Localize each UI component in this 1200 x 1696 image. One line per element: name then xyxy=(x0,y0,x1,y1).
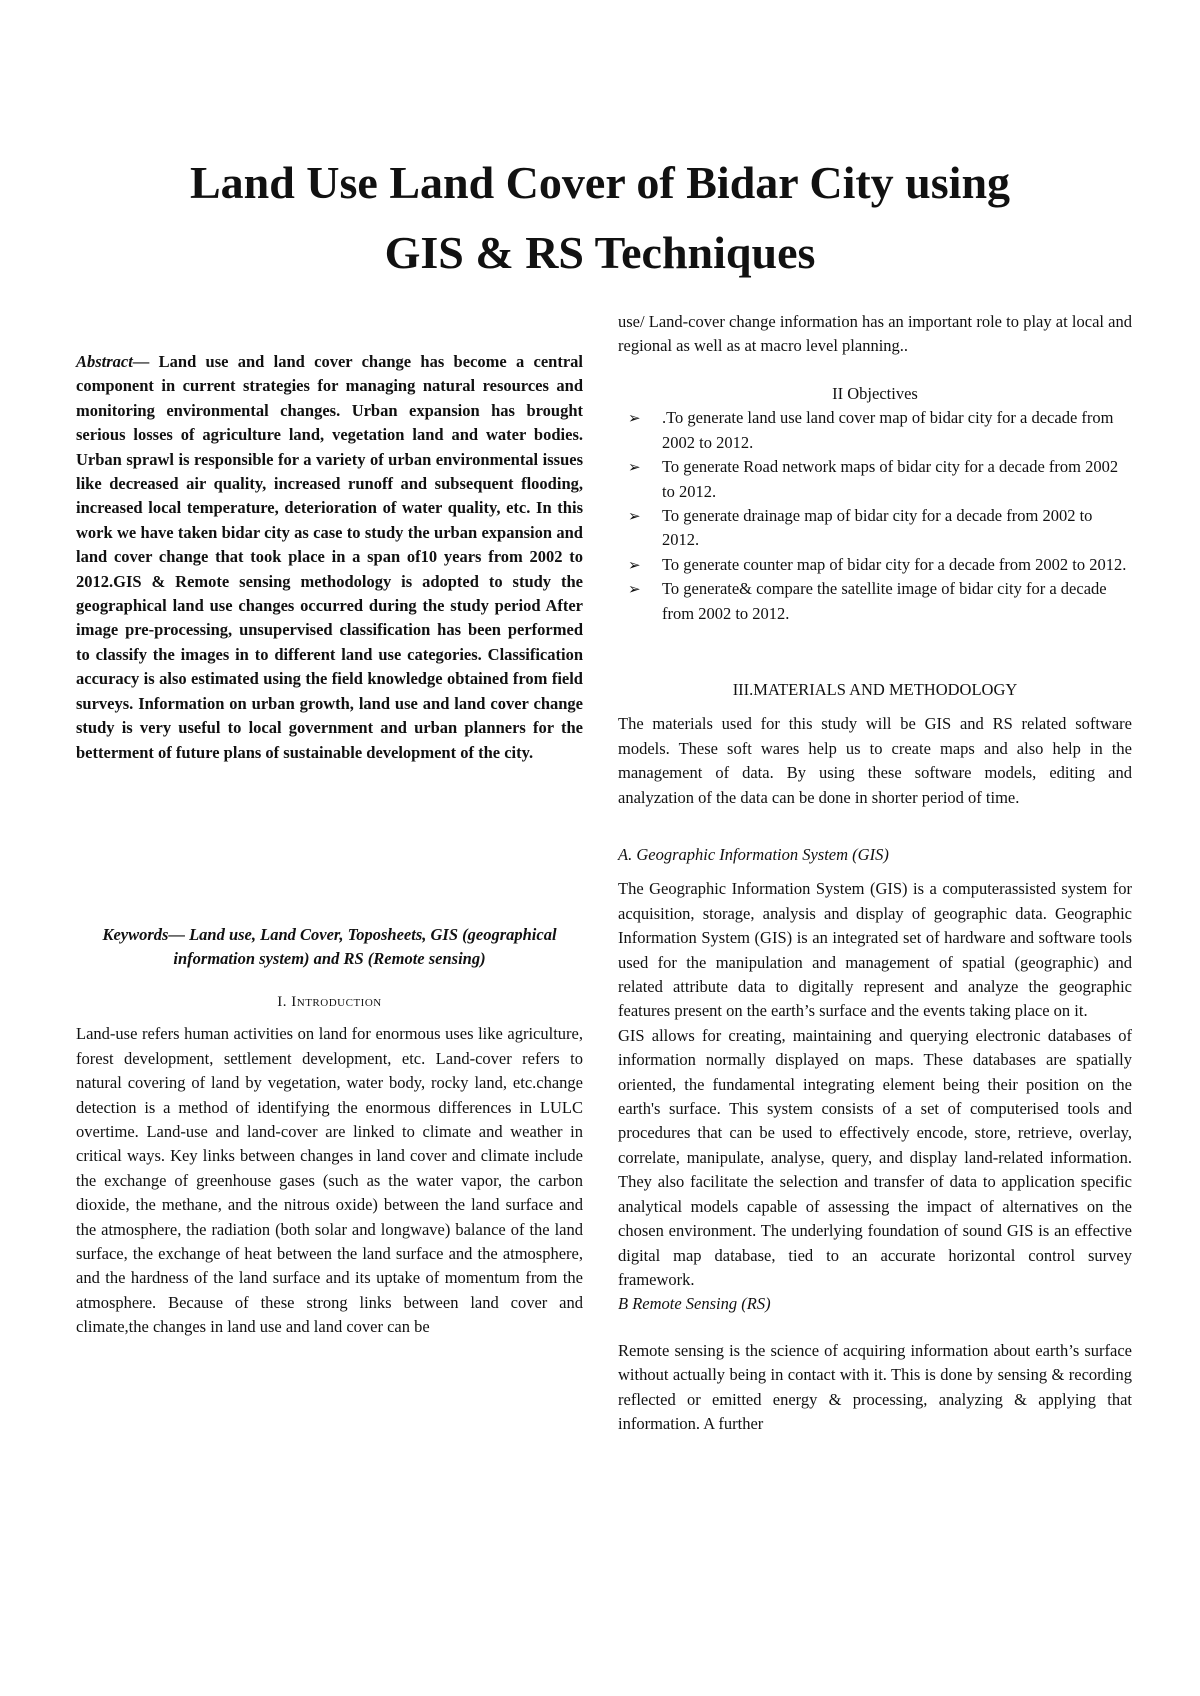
materials-heading: III.MATERIALS AND METHODOLOGY xyxy=(732,680,1018,699)
arrow-bullet-icon: ➢ xyxy=(628,458,641,477)
title-line-2: GIS & RS Techniques xyxy=(384,227,816,278)
title-line-1: Land Use Land Cover of Bidar City using xyxy=(189,157,1011,208)
objectives-list xyxy=(618,406,1132,626)
objectives-block xyxy=(618,382,1132,626)
objective-item: ➢ To generate drainage map of bidar city for a decade from 2002 to 2012. xyxy=(628,506,1093,550)
right-column-intro xyxy=(618,310,1132,359)
materials-text: The materials used for this study will be GIS and RS related software models. These soft wares help us to create maps and also help in the management of data. By using these software models, editing and analyzation of the data can be done in shorter period of time. xyxy=(618,714,1132,807)
arrow-bullet-icon: ➢ xyxy=(628,507,641,526)
gis-block xyxy=(618,843,1132,1436)
objectives-heading: II Objectives xyxy=(832,384,918,403)
objective-item: ➢ To generate Road network maps of bidar city for a decade from 2002 to 2012. xyxy=(628,457,1119,501)
materials-block xyxy=(618,678,1132,810)
abstract-text: Land use and land cover change has become a central component in current strategies for managing natural resources and monitoring environmental changes. Urban expansion has brought serious losses of agriculture land, vegetation land and water bodies. Urban sprawl is responsible for a variety of urban environmental issues like decreased air quality, increased runoff and subsequent flooding, increased local temperature, deterioration of water quality, etc. In this work we have taken bidar city as case to study the urban expansion and land cover change that took place in a span of10 years from 2002 to 2012.GIS & Remote sensing methodology is adopted to study the geographical land use changes occurred during the study period After image pre-processing, unsupervised classification has been performed to classify the images in to different land use categories. Classification accuracy is also estimated using the field knowledge obtained from field surveys. Information on urban growth, land use and land cover change study is very useful to local government and urban planners for the betterment of future plans of sustainable development of the city. xyxy=(76,352,583,762)
gis-heading: A. Geographic Information System (GIS) xyxy=(618,845,889,864)
objective-item: ➢ .To generate land use land cover map of bidar city for a decade from 2002 to 2012. xyxy=(628,408,1114,452)
objective-item: ➢ To generate& compare the satellite image of bidar city for a decade from 2002 to 2012. xyxy=(628,579,1107,623)
keywords: Keywords— Land use, Land Cover, Toposheets, GIS (geographical information system) and RS (Remote sensing) xyxy=(102,925,557,969)
right-intro-text: use/ Land-cover change information has an important role to play at local and regional as well as at macro level planning.. xyxy=(618,312,1132,356)
intro-block xyxy=(76,990,583,1340)
arrow-bullet-icon: ➢ xyxy=(628,555,641,574)
keywords-block xyxy=(76,923,583,972)
objective-item: ➢ To generate counter map of bidar city for a decade from 2002 to 2012. xyxy=(618,553,1132,577)
arrow-bullet-icon: ➢ xyxy=(628,580,641,599)
left-column xyxy=(76,350,583,765)
arrow-bullet-icon: ➢ xyxy=(628,409,641,428)
gis-paragraph-1: The Geographic Information System (GIS) is a computerassisted system for acquisition, storage, analysis and display of geographic data. Geographic Information System (GIS) is an integrated set of hardware and software tools used for the manipulation and management of spatial (geographic) and related attribute data to digitally represent and analyze the geographic features present on the earth’s surface and the events taking place on it. xyxy=(618,879,1132,1021)
abstract xyxy=(76,350,583,765)
abstract-label: Abstract— xyxy=(76,352,150,371)
intro-text: Land-use refers human activities on land for enormous uses like agriculture, forest development, settlement development, etc. Land-cover refers to natural covering of land by vegetation, water body, rocky land, etc.change detection is a method of identifying the enormous differences in LULC overtime. Land-use and land-cover are linked to climate and weather in critical ways. Key links between changes in land cover and climate include the exchange of greenhouse gases (such as the water vapor, the carbon dioxide, the methane, and the nitrous oxide) between the land surface and the atmosphere, the radiation (both solar and longwave) balance of the land surface, the exchange of heat between the land surface and the atmosphere, and the hardness of the land surface and its uptake of momentum from the atmosphere. Because of these strong links between land cover and climate,the changes in land use and land cover can be xyxy=(76,1024,583,1337)
rs-heading: B Remote Sensing (RS) xyxy=(618,1294,771,1314)
gis-paragraph-2: GIS allows for creating, maintaining and querying electronic databases of information normally displayed on maps. These databases are spatially oriented, the fundamental integrating element being their position on the earth's surface. This system consists of a set of computerised tools and procedures that can be used to effectively encode, store, retrieve, overlay, correlate, manipulate, analyse, query, and display land-related information. They also facilitate the selection and transfer of data to application specific analytical models capable of assessing the impact of alternatives on the chosen environment. The underlying foundation of sound GIS is an effective digital map database, tied to an accurate horizontal control survey framework. xyxy=(618,1025,1132,1289)
paper-title xyxy=(0,148,1200,288)
rs-text: Remote sensing is the science of acquiring information about earth’s surface without actually being in contact with it. This is done by sensing & recording reflected or emitted energy & processing, analyzing & applying that information. A further xyxy=(618,1340,1132,1433)
intro-heading: I. Introduction xyxy=(277,994,382,1010)
